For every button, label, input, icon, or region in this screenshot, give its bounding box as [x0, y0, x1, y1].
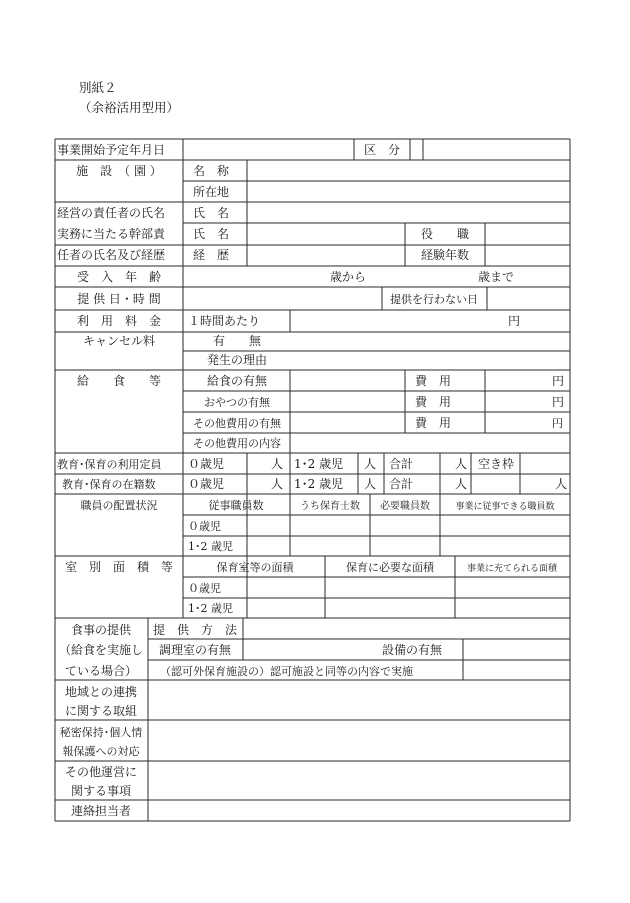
- capacity-age0-unit: 人: [271, 457, 284, 471]
- contact-label: 連絡担当者: [70, 804, 132, 818]
- staffing-col-4: 事業に従事できる職員数: [455, 502, 555, 512]
- enrolled-vacancy-unit: 人: [555, 477, 568, 491]
- facility-address-label: 所在地: [193, 185, 230, 199]
- staffing-label: 職員の配置状況: [80, 499, 158, 512]
- staffing-col-2: うち保育士数: [300, 501, 360, 512]
- room-col-2: 保育に必要な面積: [346, 561, 434, 574]
- room-age0-label: ０歳児: [188, 582, 221, 595]
- capacity-vacancy-label: 空き枠: [478, 457, 515, 471]
- privacy-line1: 秘密保持･個人情: [59, 726, 143, 739]
- age-label: 受 入 年 齢: [76, 270, 162, 284]
- capacity-total-unit: 人: [455, 457, 468, 471]
- staff-career-label: 経 歴: [193, 248, 230, 262]
- capacity-total-label: 合計: [389, 457, 414, 471]
- privacy-line2: 報保護への対応: [62, 745, 140, 758]
- community-line2: に関する取組: [64, 704, 138, 718]
- capacity-age0-label: ０歳児: [188, 457, 225, 471]
- age-from-label: 歳から: [330, 270, 367, 284]
- room-age12-label: 1･2 歳児: [188, 602, 233, 615]
- enrolled-age0-unit: 人: [271, 477, 284, 491]
- other-yesno-label: その他費用の有無: [193, 417, 281, 430]
- capacity-age12-unit: 人: [364, 457, 377, 471]
- meal-yesno-label: 給食の有無: [206, 374, 268, 388]
- staffing-col-1: 従事職員数: [208, 499, 264, 512]
- cancel-yesno-label: 有 無: [212, 334, 262, 348]
- enrolled-age0-label: ０歳児: [188, 477, 225, 491]
- community-line1: 地域との連携: [64, 685, 138, 699]
- other-ops-line2: 関する事項: [70, 784, 132, 798]
- enrolled-age12-unit: 人: [364, 477, 377, 491]
- other-content-label: その他費用の内容: [193, 437, 281, 450]
- manager-name-label: 氏 名: [193, 206, 230, 220]
- staffing-age12-label: 1･2 歳児: [188, 540, 233, 553]
- enrolled-label: 教育･保育の在籍数: [62, 478, 156, 491]
- staffing-col-3: 必要職員数: [380, 501, 430, 512]
- days-off-label: 提供を行わない日: [390, 293, 478, 306]
- staff-position-label: 役 職: [420, 227, 470, 241]
- capacity-label: 教育･保育の利用定員: [57, 458, 162, 471]
- snack-yen-label: 円: [552, 395, 565, 409]
- enrolled-age12-label: 1･2 歳児: [294, 477, 344, 491]
- facility-name-label: 名 称: [193, 164, 230, 178]
- capacity-age12-label: 1･2 歳児: [294, 457, 344, 471]
- kitchen-label: 調理室の有無: [158, 643, 232, 657]
- fee-unit-label: 円: [508, 314, 521, 328]
- fee-per-hour-label: １時間あたり: [188, 314, 261, 328]
- staff-label-line1: 実務に当たる幹部責: [57, 227, 166, 241]
- fee-label: 利 用 料 金: [76, 314, 162, 328]
- meal-cost-label: 費 用: [414, 374, 452, 388]
- manager-label: 経営の責任者の氏名: [57, 206, 166, 220]
- room-label: 室 別 面 積 等: [64, 560, 174, 574]
- attachment-number: 別紙２: [79, 80, 117, 95]
- enrolled-total-unit: 人: [455, 477, 468, 491]
- staff-name-label: 氏 名: [193, 227, 230, 241]
- cancel-reason-label: 発生の理由: [206, 353, 268, 367]
- room-col-1: 保育室等の面積: [216, 561, 294, 574]
- cancel-label: キャンセル料: [82, 334, 156, 348]
- days-label: 提 供 日・時 間: [77, 292, 161, 306]
- other-cost-label: 費 用: [414, 416, 452, 430]
- room-col-3: 事業に充てられる面積: [466, 564, 558, 574]
- equipment-label: 設備の有無: [381, 643, 443, 657]
- category-label: 区 分: [363, 143, 401, 157]
- snack-cost-label: 費 用: [414, 395, 452, 409]
- meal-label: 給 食 等: [76, 374, 162, 388]
- snack-yesno-label: おやつの有無: [204, 396, 270, 409]
- staff-label-line2: 任者の氏名及び経歴: [57, 248, 166, 262]
- age-to-label: 歳まで: [478, 270, 515, 284]
- other-ops-line1: その他運営に: [64, 765, 138, 779]
- unlicensed-note: （認可外保育施設の）認可施設と同等の内容で実施: [160, 665, 413, 678]
- other-yen-label: 円: [552, 417, 563, 430]
- meal-provision-line3: ている場合）: [64, 664, 138, 678]
- staff-years-label: 経験年数: [420, 248, 470, 262]
- provision-method-label: 提 供 方 法: [152, 623, 238, 637]
- form-labels: [57, 142, 567, 818]
- start-date-label: 事業開始予定年月日: [57, 143, 166, 157]
- meal-provision-line1: 食事の提供: [70, 623, 132, 637]
- staffing-age0-label: ０歳児: [188, 520, 221, 533]
- meal-provision-line2: （給食を実施し: [58, 643, 144, 657]
- meal-yen-label: 円: [552, 374, 565, 388]
- form-type-label: （余裕活用型用）: [79, 100, 180, 115]
- facility-label: 施 設 （ 園 ）: [76, 164, 162, 178]
- enrolled-total-label: 合計: [389, 477, 414, 491]
